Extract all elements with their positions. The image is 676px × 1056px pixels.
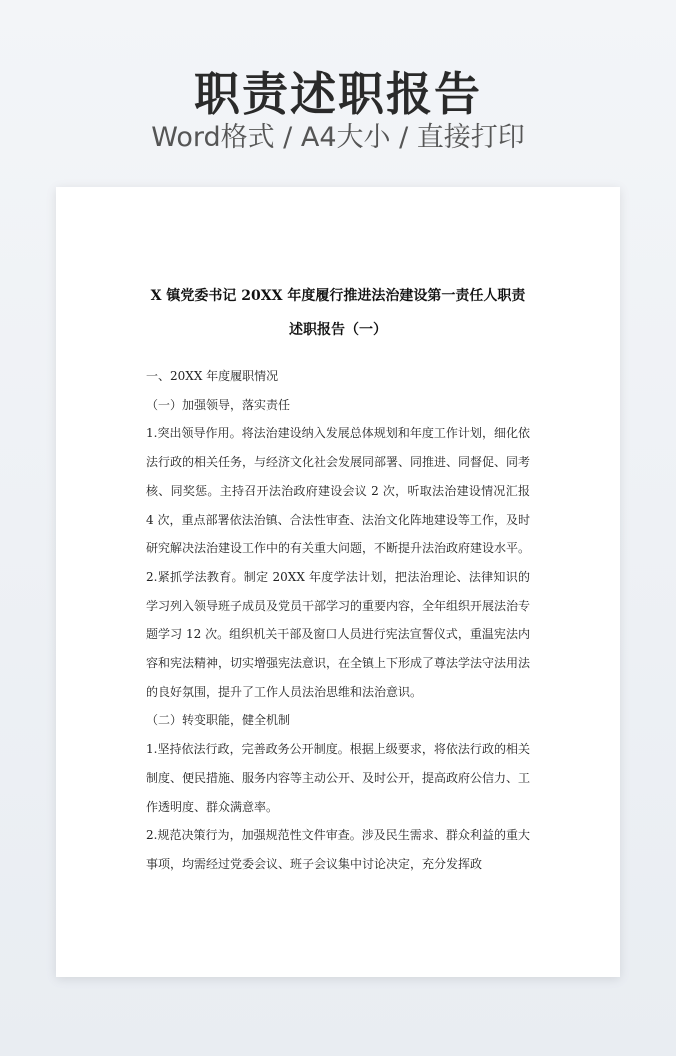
document-page bbox=[56, 187, 620, 977]
document-title-line1: X 镇党委书记 20XX 年度履行推进法治建设第一责任人职责 bbox=[150, 288, 526, 304]
body-paragraph: 1.坚持依法行政，完善政务公开制度。根据上级要求，将依法行政的相关制度、便民措施、服务内容等主动公开、及时公开，提高政府公信力、工作透明度、群众满意率。 bbox=[146, 742, 531, 814]
page-title: 职责述职报告 bbox=[194, 67, 482, 121]
body-paragraph: 2.紧抓学法教育。制定 20XX 年度学法计划，把法治理论、法律知识的学习列入领导班子成员及党员干部学习的重要内容，全年组织开展法治专题学习 12 次。组织机关干部及窗口人员进行宪法宣誓仪式，重温宪法内容和宪法精神，切实增强宪法意识，在全镇上下形成了尊法学法守法用法的良好氛围，提升了工作人员法治思维和法治意识。 bbox=[146, 569, 531, 699]
subsection-heading: （一）加强领导，落实责任 bbox=[146, 397, 291, 412]
document-body bbox=[146, 362, 530, 879]
body-paragraph: 1.突出领导作用。将法治建设纳入发展总体规划和年度工作计划，细化依法行政的相关任务，与经济文化社会发展同部署、同推进、同督促、同考核、同奖惩。主持召开法治政府建设会议 2 次，听取法治建设情况汇报 4 次，重点部署依法治镇、合法性审查、法治文化阵地建设等工作，及时研究解决法治建设工作中的有关重大问题，不断提升法治政府建设水平。 bbox=[146, 426, 531, 556]
document-title-line2: 述职报告（一） bbox=[289, 322, 387, 338]
document-title bbox=[56, 279, 620, 347]
subsection-heading: （二）转变职能，健全机制 bbox=[146, 713, 291, 728]
body-paragraph: 2.规范决策行为，加强规范性文件审查。涉及民生需求、群众利益的重大事项，均需经过党委会议、班子会议集中讨论决定，充分发挥政 bbox=[146, 828, 530, 871]
page-subtitle: Word格式 / A4大小 / 直接打印 bbox=[151, 122, 525, 153]
section-heading: 一、20XX 年度履职情况 bbox=[146, 369, 279, 383]
